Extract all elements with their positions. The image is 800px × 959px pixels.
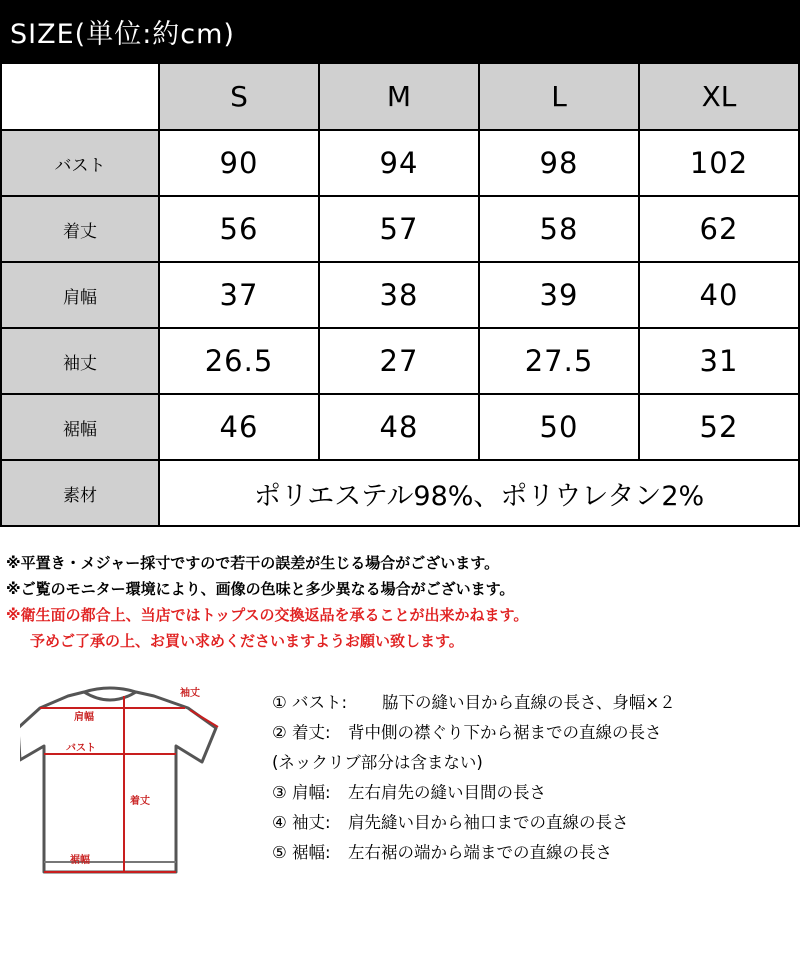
row-label-length: 着丈 — [1, 196, 159, 262]
measurement-legend — [272, 688, 792, 868]
label-shoulder: 肩幅 — [74, 712, 94, 723]
table-cell: 58 — [479, 196, 639, 262]
table-row-shoulder — [1, 262, 799, 328]
table-row-material — [1, 460, 799, 526]
label-length: 着丈 — [130, 796, 150, 807]
legend-text: 肩先縫い目から袖口までの直線の長さ — [348, 813, 629, 832]
size-header-s: S — [159, 64, 319, 130]
legend-label: ④ 袖丈: — [272, 813, 331, 832]
legend-item-shoulder — [272, 778, 792, 808]
row-label-sleeve: 袖丈 — [1, 328, 159, 394]
legend-text: (ネックリブ部分は含まない) — [272, 753, 483, 772]
table-cell: 40 — [639, 262, 799, 328]
table-cell: 27.5 — [479, 328, 639, 394]
legend-item-sleeve — [272, 808, 792, 838]
notes-block — [6, 550, 796, 654]
table-cell: 38 — [319, 262, 479, 328]
note-monitor: ※ご覧のモニター環境により、画像の色味と多少異なる場合がございます。 — [6, 580, 515, 598]
legend-text: 脇下の縫い目から直線の長さ、身幅×２ — [382, 693, 676, 712]
table-cell: 102 — [639, 130, 799, 196]
legend-item-neck-note — [272, 748, 792, 778]
table-row-hem — [1, 394, 799, 460]
size-header-row — [1, 64, 799, 130]
tshirt-diagram — [20, 682, 235, 877]
table-corner-cell — [1, 64, 159, 130]
table-cell: 57 — [319, 196, 479, 262]
table-cell: 26.5 — [159, 328, 319, 394]
row-label-shoulder: 肩幅 — [1, 262, 159, 328]
table-cell: 31 — [639, 328, 799, 394]
size-table — [0, 64, 800, 527]
row-label-hem: 裾幅 — [1, 394, 159, 460]
table-row-sleeve — [1, 328, 799, 394]
table-cell: 94 — [319, 130, 479, 196]
row-label-bust: バスト — [1, 130, 159, 196]
row-label-material: 素材 — [1, 460, 159, 526]
table-cell: 98 — [479, 130, 639, 196]
table-row-length — [1, 196, 799, 262]
legend-text: 左右裾の端から端までの直線の長さ — [348, 843, 612, 862]
table-cell: 52 — [639, 394, 799, 460]
note-no-returns: ※衛生面の都合上、当店ではトップスの交換返品を承ることが出来かねます。 — [6, 606, 529, 624]
table-cell: 62 — [639, 196, 799, 262]
tshirt-outline — [20, 688, 216, 872]
size-header-l: L — [479, 64, 639, 130]
legend-item-length — [272, 718, 792, 748]
size-header-xl: XL — [639, 64, 799, 130]
note-acknowledge: 予めご了承の上、お買い求めくださいますようお願い致します。 — [30, 632, 464, 650]
legend-item-bust — [272, 688, 792, 718]
table-cell: 27 — [319, 328, 479, 394]
table-cell: 37 — [159, 262, 319, 328]
legend-label: ⑤ 裾幅: — [272, 843, 331, 862]
legend-text: 背中側の襟ぐり下から裾までの直線の長さ — [348, 723, 662, 742]
legend-label: ② 着丈: — [272, 723, 331, 742]
table-cell: 56 — [159, 196, 319, 262]
size-title: SIZE(単位:約cm) — [0, 0, 800, 64]
table-cell: 48 — [319, 394, 479, 460]
size-header-m: M — [319, 64, 479, 130]
legend-label: ① バスト: — [272, 693, 348, 712]
note-measurement: ※平置き・メジャー採寸ですので若干の誤差が生じる場合がございます。 — [6, 554, 500, 572]
table-cell: 39 — [479, 262, 639, 328]
legend-item-hem — [272, 838, 792, 868]
table-cell: 46 — [159, 394, 319, 460]
label-hem: 裾幅 — [70, 855, 90, 866]
legend-text: 左右肩先の縫い目間の長さ — [348, 783, 546, 802]
material-value: ポリエステル98%、ポリウレタン2% — [159, 460, 799, 526]
legend-label: ③ 肩幅: — [272, 783, 331, 802]
table-row-bust — [1, 130, 799, 196]
label-bust: バスト — [66, 743, 96, 754]
table-cell: 50 — [479, 394, 639, 460]
label-sleeve: 袖丈 — [180, 688, 200, 699]
table-cell: 90 — [159, 130, 319, 196]
